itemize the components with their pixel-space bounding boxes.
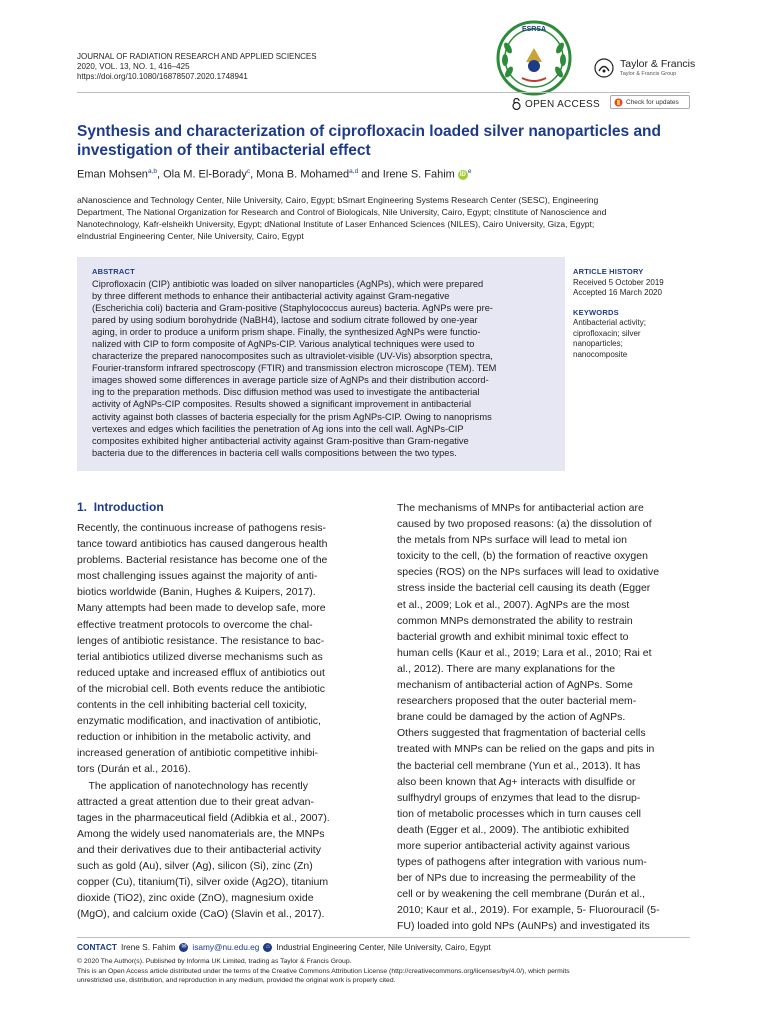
author-affiliation-marker: a,d: [349, 168, 359, 175]
text-line: increased generation of antibiotic competitive inhibi-: [77, 747, 319, 760]
author-affiliation-marker: e: [467, 168, 472, 175]
text-line: (MgO), and calcium oxide (CaO) (Slavin et al., 2017).: [77, 908, 325, 921]
author-affiliation-marker: c: [246, 168, 251, 175]
legal-line: This is an Open Access article distributed under the terms of the Creative Commons Attribution License (http://creativecommons.org/licenses/by/4.0/), which permits: [77, 967, 570, 975]
affiliation-line: Nanotechnology, Kafr-elsheikh University, Egypt; dNational Institute of Laser Enhanced Sciences (NILES), Cairo University, Giza, Egypt;: [77, 219, 595, 229]
text-line: contents in the cell inhibiting bacterial cell toxicity,: [77, 699, 307, 712]
open-lock-icon: [512, 98, 521, 110]
abstract-line: pared by using sodium borohydride (NaBH4), lactose and sodium citrate followed by one-year: [92, 315, 478, 326]
text-line: ber of NPs due to increasing the permeability of the: [397, 872, 636, 885]
abstract-line: (Escherichia coli) bacteria and Gram-positive (Staphylococcus aureus) bacteria. AgNPs were pre-: [92, 303, 493, 314]
text-line: death (Egger et al., 2009). The antibiotic exhibited: [397, 823, 630, 836]
text-line: and their derivatives due to their antibacterial activity: [77, 843, 321, 856]
affiliation-line: aNanoscience and Technology Center, Nile University, Cairo, Egypt; bSmart Engineering Systems Research Center (SESC), Engineering: [77, 195, 599, 205]
keyword-line: nanoparticles;: [573, 339, 623, 348]
header-divider: [77, 92, 690, 93]
text-line: human cells (Kaur et al., 2019; Lara et al., 2010; Rai et: [397, 646, 652, 659]
abstract-line: ing to the preparation methods. Disc diffusion method was used to investigate the antibacterial: [92, 387, 480, 398]
text-line: the metals from NPs surface will lead to metal ion: [397, 534, 627, 547]
affiliation-line: eIndustrial Engineering Center, Nile University, Cairo, Egypt: [77, 231, 304, 241]
author-separator: ,: [156, 168, 164, 181]
text-line: The mechanisms of MNPs for antibacterial action are: [397, 502, 644, 514]
text-line: lenges of antibiotic resistance. The resistance to bac-: [77, 634, 325, 647]
legal-line: unrestricted use, distribution, and reproduction in any medium, provided the original work is properly cited.: [77, 977, 396, 984]
accepted-date: Accepted 16 March 2020: [573, 288, 662, 297]
text-line: dioxide (TiO2), zinc oxide (ZnO), magnesium oxide: [77, 892, 314, 905]
author-separator: and: [358, 168, 383, 181]
article-meta-sidebar: [573, 267, 693, 360]
footer-divider: [77, 937, 690, 938]
text-line: caused by two proposed reasons: (a) the dissolution of: [397, 518, 652, 531]
abstract-line: Fourier-transform infrared spectroscopy (FTIR) and transmission electron microscope (TEM). TEM: [92, 363, 497, 374]
author-name: Ola M. El-Borady: [163, 168, 247, 181]
abstract-line: composites exhibited higher antibacterial activity against Gram-positive than Gram-negative: [92, 435, 469, 446]
article-history-heading: ARTICLE HISTORY: [573, 267, 644, 276]
publisher-name: Taylor & Francis: [620, 58, 696, 70]
keyword-line: Antibacterial activity;: [573, 318, 646, 327]
journal-name: JOURNAL OF RADIATION RESEARCH AND APPLIED SCIENCES: [77, 52, 317, 61]
text-line: enzymatic modification, and inactivation of antibiotic,: [77, 715, 321, 728]
body-column-left: [77, 520, 369, 922]
abstract-line: activity of AgNPs-CIP composites. Results showed a significant improvement in antibacterial: [92, 399, 472, 410]
text-line: tance toward antibiotics has caused dangerous health: [77, 538, 328, 551]
text-line: Among the widely used nanomaterials are, the MNPs: [77, 827, 325, 840]
contact-address: Industrial Engineering Center, Nile University, Cairo, Egypt: [276, 942, 491, 952]
contact-email-link[interactable]: isamy@nu.edu.eg: [192, 942, 260, 952]
text-line: attracted a great attention due to their great advan-: [77, 795, 314, 808]
text-line: tages in the pharmaceutical field (Adibkia et al., 2007).: [77, 811, 330, 824]
keywords-heading: KEYWORDS: [573, 307, 619, 317]
society-logo: [494, 18, 574, 98]
journal-volume: 2020, VOL. 13, NO. 1, 416–425: [77, 62, 190, 71]
check-for-updates-label: Check for updates: [626, 98, 679, 106]
text-line: species (ROS) on the NPs surfaces will lead to oxidative: [397, 566, 660, 579]
text-line: terial antibiotics utilized diverse mechanisms such as: [77, 650, 323, 663]
text-line: 2010; Kaur et al., 2019). For example, 5- Fluorouracil (5-: [397, 904, 660, 917]
text-line: Recently, the continuous increase of pathogens resis-: [77, 522, 327, 534]
text-line: problems. Bacterial resistance has become one of the: [77, 554, 328, 567]
text-line: tors (Durán et al., 2016).: [77, 763, 191, 776]
text-line: reduction or inhibition in the metabolic activity, and: [77, 731, 311, 744]
text-line: reduced uptake and increased efflux of antibiotics out: [77, 666, 325, 679]
affiliation-line: Department, The National Organization for Research and Control of Biologicals, Nile University, Cairo, Egypt; cInstitute of Nanoscience and: [77, 207, 607, 217]
contact-line: [77, 942, 491, 952]
publisher-logo: [594, 56, 704, 82]
text-line: The application of nanotechnology has recently: [77, 779, 308, 792]
text-line: researchers proposed that the outer bacterial mem-: [397, 695, 637, 708]
abstract-body: [92, 278, 552, 459]
abstract-line: nalized with CIP to form composite of AgNPs-CIP. Various analytical techniques were used to: [92, 339, 475, 350]
abstract-line: by three different methods to enhance their antibacterial activity against Gram-negative: [92, 291, 450, 302]
abstract-line: Ciprofloxacin (CIP) antibiotic was loaded on silver nanoparticles (AgNPs), which were prepared: [92, 279, 484, 289]
orcid-icon[interactable]: iD: [459, 171, 466, 178]
text-line: stress inside the bacterial cell causing its death (Egger: [397, 582, 651, 595]
keyword-line: ciprofloxacin; silver: [573, 328, 641, 338]
text-line: Others suggested that fragmentation of bacterial cells: [397, 727, 646, 740]
text-line: mechanism of antibacterial action of AgNPs. Some: [397, 679, 633, 692]
text-line: most challenging issues against the majority of anti-: [77, 570, 318, 583]
abstract-line: vertexes and edges which facilities the penetration of Ag ions into the cell wall. AgNPs-CIP: [92, 423, 464, 434]
text-line: common MNPs demonstrated the ability to restrain: [397, 614, 633, 627]
author-name: Mona B. Mohamed: [256, 168, 350, 181]
text-line: sulfhydryl groups of enzymes that lead to the disrup-: [397, 791, 641, 804]
affiliations: [77, 194, 692, 242]
abstract-line: images showed some differences in average particle size of AgNPs and their distribution accord-: [92, 375, 489, 386]
email-icon: ✉: [181, 943, 187, 950]
publisher-subname: Taylor & Francis Group: [620, 71, 677, 77]
society-logo-text: ESRSA: [521, 26, 547, 33]
open-access-label: OPEN ACCESS: [525, 98, 600, 110]
abstract-line: aging, in order to produce a uniform prism shape. Finally, the synthesized AgNPs were functio-: [92, 327, 481, 338]
abstract-line: characterize the prepared nanocomposites such as ultraviolet-visible (UV-Vis) absorption spectra,: [92, 351, 493, 362]
bookmark-icon: [614, 98, 623, 107]
author-list: [77, 168, 692, 181]
check-for-updates-button[interactable]: [610, 95, 690, 109]
text-line: bacterial growth and exhibit minimal toxic effect to: [397, 630, 629, 643]
article-title: Synthesis and characterization of ciprofloxacin loaded silver nanoparticles and investigation of their antibacterial effect: [77, 123, 661, 159]
journal-doi[interactable]: https://doi.org/10.1080/16878507.2020.1748941: [77, 72, 248, 81]
text-line: more superior antibacterial activity against various: [397, 839, 630, 852]
keyword-line: nanocomposite: [573, 349, 628, 359]
author-separator: ,: [250, 168, 257, 181]
contact-name: Irene S. Fahim: [120, 942, 176, 952]
received-date: Received 5 October 2019: [573, 277, 664, 287]
text-line: the bacterial cell membrane (Yun et al., 2013). It has: [397, 759, 641, 772]
abstract-line: activity against both classes of bacteria especially for the prism AgNPs-CIP. Owing to nanoprisms: [92, 411, 492, 422]
text-line: also been known that Ag+ interacts with disulfide or: [397, 775, 636, 788]
text-line: treated with MNPs can be relied on the gaps and pits in: [397, 743, 655, 756]
section-heading: [77, 500, 164, 514]
body-column-right: [397, 500, 691, 935]
author-name: Eman Mohsen: [77, 168, 148, 181]
text-line: biotics worldwide (Banin, Hughes & Kuipers, 2017).: [77, 586, 316, 599]
section-number: 1.: [77, 500, 88, 514]
author-name: Irene S. Fahim: [382, 168, 455, 181]
text-line: such as gold (Au), silver (Ag), silicon (Si), zinc (Zn): [77, 859, 313, 872]
address-icon: ⌂: [263, 943, 272, 952]
text-line: of the microbial cell. Both events reduce the antibiotic: [77, 682, 326, 695]
text-line: brane could be damaged by the action of AgNPs.: [397, 711, 626, 724]
text-line: tion of metabolic processes which in turn causes cell: [397, 807, 641, 820]
text-line: copper (Cu), titanium(Ti), silver oxide (Ag2O), titanium: [77, 876, 329, 889]
text-line: Many attempts had been made to develop safe, more: [77, 602, 326, 615]
text-line: effective treatment protocols to overcome the chal-: [77, 618, 313, 631]
abstract-heading: ABSTRACT: [92, 267, 135, 276]
open-access-badge: [512, 97, 600, 111]
author-affiliation-marker: a,b: [147, 168, 157, 175]
abstract-line: bacteria due to the differences in bacteria cell walls compositions between the two types.: [92, 447, 457, 458]
text-line: FU) loaded into gold NPs (AuNPs) and investigated its: [397, 920, 650, 933]
text-line: al., 2012). There are many explanations for the: [397, 662, 616, 675]
journal-header: [77, 52, 317, 82]
section-title: Introduction: [93, 500, 164, 514]
text-line: types of pathogens after integration with various num-: [397, 856, 647, 869]
legal-line: © 2020 The Author(s). Published by Informa UK Limited, trading as Taylor & Francis Group.: [77, 958, 352, 965]
publisher-icon: [594, 58, 614, 78]
text-line: toxicity to the cell, (b) the formation of reactive oxygen: [397, 550, 648, 563]
text-line: et al., 2009; Lok et al., 2007). AgNPs are the most: [397, 598, 630, 611]
text-line: cell or by weakening the cell membrane (Durán et al.,: [397, 888, 646, 901]
copyright-notice: [77, 957, 692, 986]
contact-label: CONTACT: [77, 942, 117, 952]
